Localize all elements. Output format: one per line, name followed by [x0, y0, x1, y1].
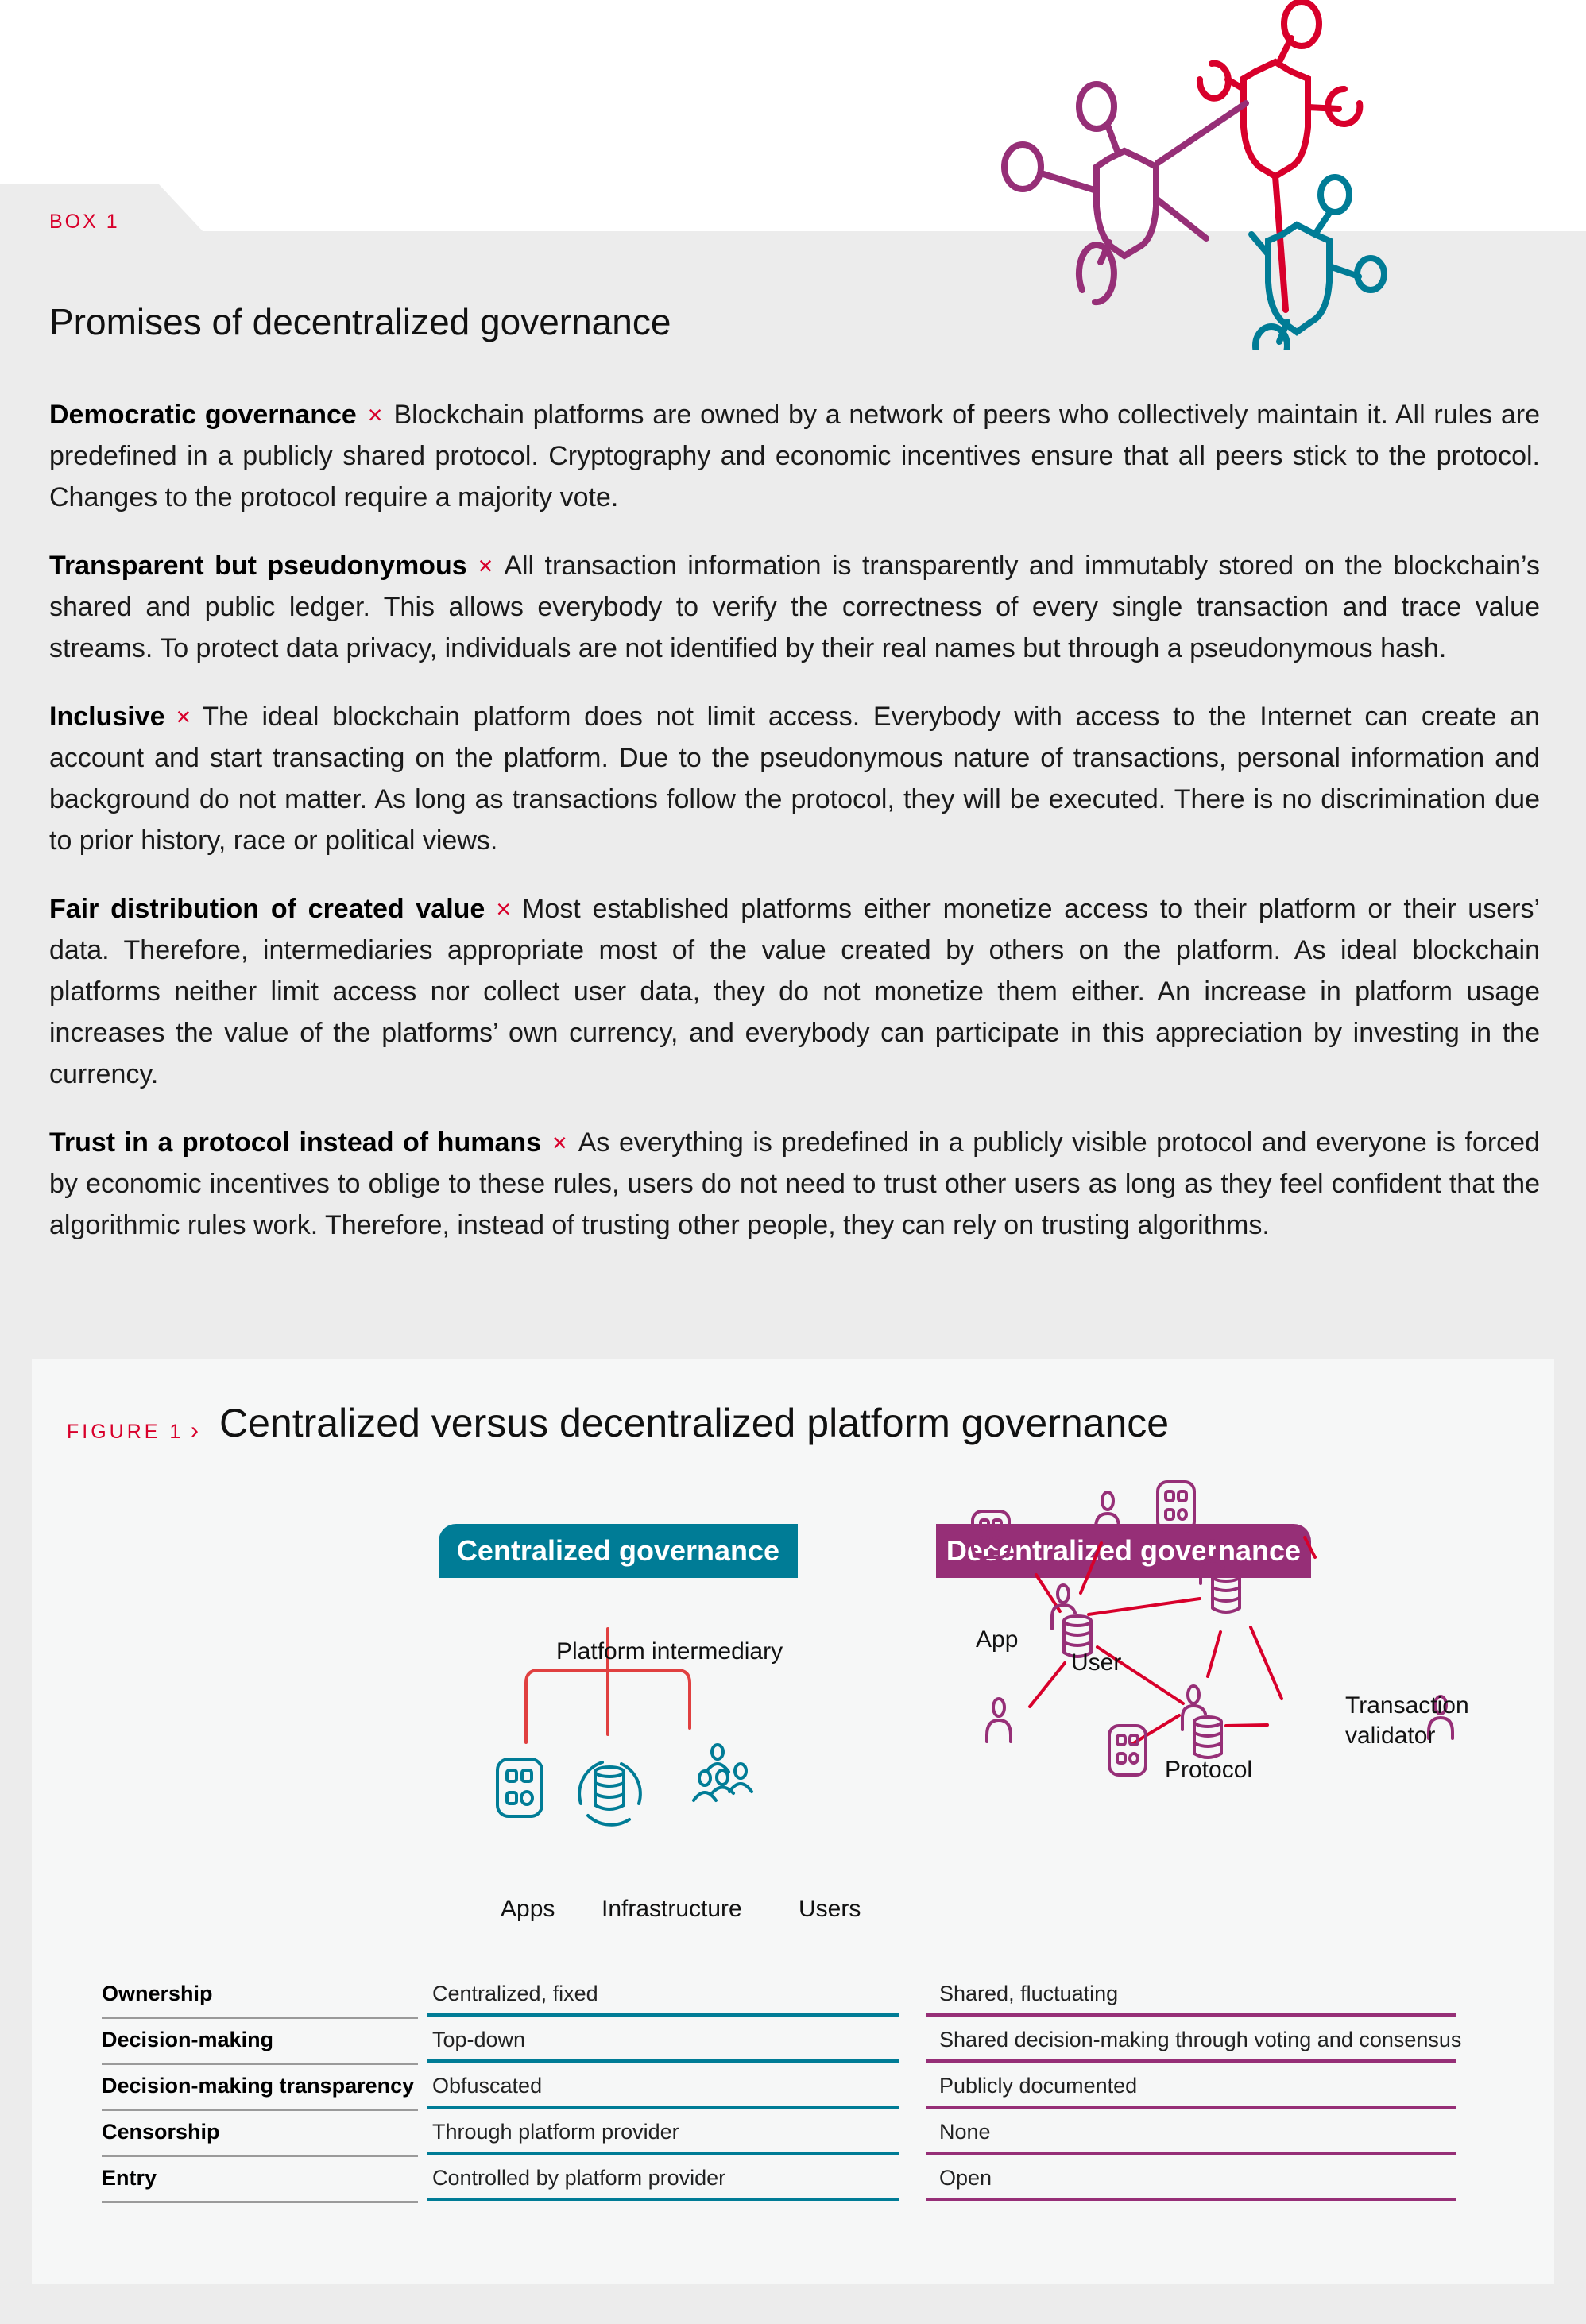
section-transparent-pseudonymous	[49, 545, 1540, 669]
section-fair-distribution	[49, 888, 1540, 1095]
section-heading: Inclusive	[49, 702, 165, 732]
box-title: Promises of decentralized governance	[49, 301, 671, 342]
validator-node-icon	[1201, 1541, 1240, 1612]
apps-icon	[497, 1759, 542, 1816]
attribute-cell: Entry	[102, 2155, 418, 2203]
table-row	[102, 2063, 1317, 2109]
protocol-label: Protocol	[1165, 1757, 1253, 1783]
decentralized-header: Decentralized governance	[936, 1524, 1311, 1578]
comparison-table	[102, 1970, 1462, 2201]
decentralized-cell: Open	[926, 2155, 1456, 2201]
validator-node-icon	[1052, 1585, 1091, 1657]
figure-label: FIGURE 1	[67, 1421, 184, 1443]
app-label: App	[976, 1626, 1019, 1653]
table-row	[102, 2109, 1317, 2155]
apps-label: Apps	[501, 1896, 555, 1922]
figure-1	[32, 1359, 1554, 2284]
attribute-cell: Decision-making transparency	[102, 2063, 418, 2111]
centralized-cell: Centralized, fixed	[427, 1970, 899, 2017]
separator-x-icon: ×	[367, 400, 383, 429]
centralized-cell: Obfuscated	[427, 2063, 899, 2109]
validator-node-icon	[1182, 1686, 1221, 1758]
users-icon	[694, 1745, 752, 1800]
decentral-app-icon	[1158, 1482, 1194, 1531]
decentral-user-icon	[987, 1699, 1011, 1742]
section-text: As everything is predefined in a publicly visible protocol and everyone is forced by economic incentives to oblige to these rules, users do not need to trust other users as long as they feel confident that the algorithmic rules work. Therefore, instead of trusting other people, they can rely on trusting algorithms.	[49, 1127, 1540, 1240]
chevron-right-icon: ›	[191, 1417, 199, 1444]
box-label: BOX 1	[49, 211, 120, 233]
decentralized-network-connectors	[1030, 1537, 1315, 1744]
decentralized-cell: Shared decision-making through voting and consensus	[926, 2017, 1456, 2063]
users-label: Users	[799, 1896, 861, 1922]
decentralized-cell: None	[926, 2109, 1456, 2155]
infrastructure-label: Infrastructure	[602, 1896, 742, 1922]
table-row	[102, 1970, 1317, 2017]
box-sections	[49, 394, 1540, 1273]
section-heading: Trust in a protocol instead of humans	[49, 1127, 542, 1158]
attribute-cell: Ownership	[102, 1970, 418, 2019]
attribute-cell: Decision-making	[102, 2017, 418, 2065]
section-text: Most established platforms either monetize access to their platform or their users’ data. Therefore, intermediaries appropriate most of the value created by others on the platform. As ideal blockchain platforms neither limit access nor collect user data, they do not monetize them either. An increase in platform usage increases the value of the platforms’ own currency, and everybody can participate in this appreciation by investing in the currency.	[49, 894, 1540, 1089]
section-text: Blockchain platforms are owned by a network of peers who collectively maintain it. All rules are predefined in a publicly shared protocol. Cryptography and economic incentives ensure that all peers stick to the protocol. Changes to the protocol require a majority vote.	[49, 400, 1540, 512]
transaction-validator-label	[1345, 1691, 1469, 1751]
section-heading: Transparent but pseudonymous	[49, 551, 467, 581]
section-text: All transaction information is transparently and immutably stored on the blockchain’s shared and public ledger. This allows everybody to verify the correctness of every single transaction and trace value streams. To protect data privacy, individuals are not identified by their real names but through a pseudonymous hash.	[49, 551, 1540, 663]
infrastructure-icon	[579, 1762, 640, 1825]
table-row	[102, 2017, 1462, 2063]
section-heading: Democratic governance	[49, 400, 357, 430]
purple-shield-node-icon	[1004, 84, 1246, 302]
platform-intermediary-label: Platform intermediary	[556, 1638, 783, 1665]
separator-x-icon: ×	[552, 1128, 567, 1157]
table-row	[102, 2155, 1317, 2201]
teal-shield-node-icon	[1251, 177, 1384, 350]
centralized-cell: Top-down	[427, 2017, 899, 2063]
attribute-cell: Censorship	[102, 2109, 418, 2157]
decentral-user-icon	[1096, 1492, 1119, 1533]
transaction-validator-line1: Transaction	[1345, 1692, 1469, 1719]
network-illustration	[938, 0, 1430, 350]
centralized-cell: Controlled by platform provider	[427, 2155, 899, 2201]
red-shield-node-icon	[1200, 2, 1360, 310]
decentral-app-icon	[1109, 1726, 1146, 1775]
section-democratic-governance	[49, 394, 1540, 518]
separator-x-icon: ×	[496, 895, 512, 923]
centralized-cell: Through platform provider	[427, 2109, 899, 2155]
transaction-validator-line2: validator	[1345, 1723, 1436, 1749]
centralized-header: Centralized governance	[439, 1524, 798, 1578]
decentralized-cell: Publicly documented	[926, 2063, 1456, 2109]
decentral-app-icon	[973, 1511, 1009, 1557]
section-trust-in-protocol	[49, 1122, 1540, 1246]
separator-x-icon: ×	[176, 702, 191, 731]
decentralized-cell: Shared, fluctuating	[926, 1970, 1456, 2017]
separator-x-icon: ×	[478, 551, 493, 580]
user-label: User	[1071, 1649, 1122, 1676]
section-heading: Fair distribution of created value	[49, 894, 485, 924]
section-text: The ideal blockchain platform does not limit access. Everybody with access to the Internet can create an account and start transacting on the platform. Due to the pseudonymous nature of transactions, personal information and background do not matter. As long as transactions follow the protocol, they will be executed. There is no discrimination due to prior history, race or political views.	[49, 702, 1540, 856]
figure-title: Centralized versus decentralized platform governance	[219, 1401, 1170, 1445]
section-inclusive	[49, 696, 1540, 861]
